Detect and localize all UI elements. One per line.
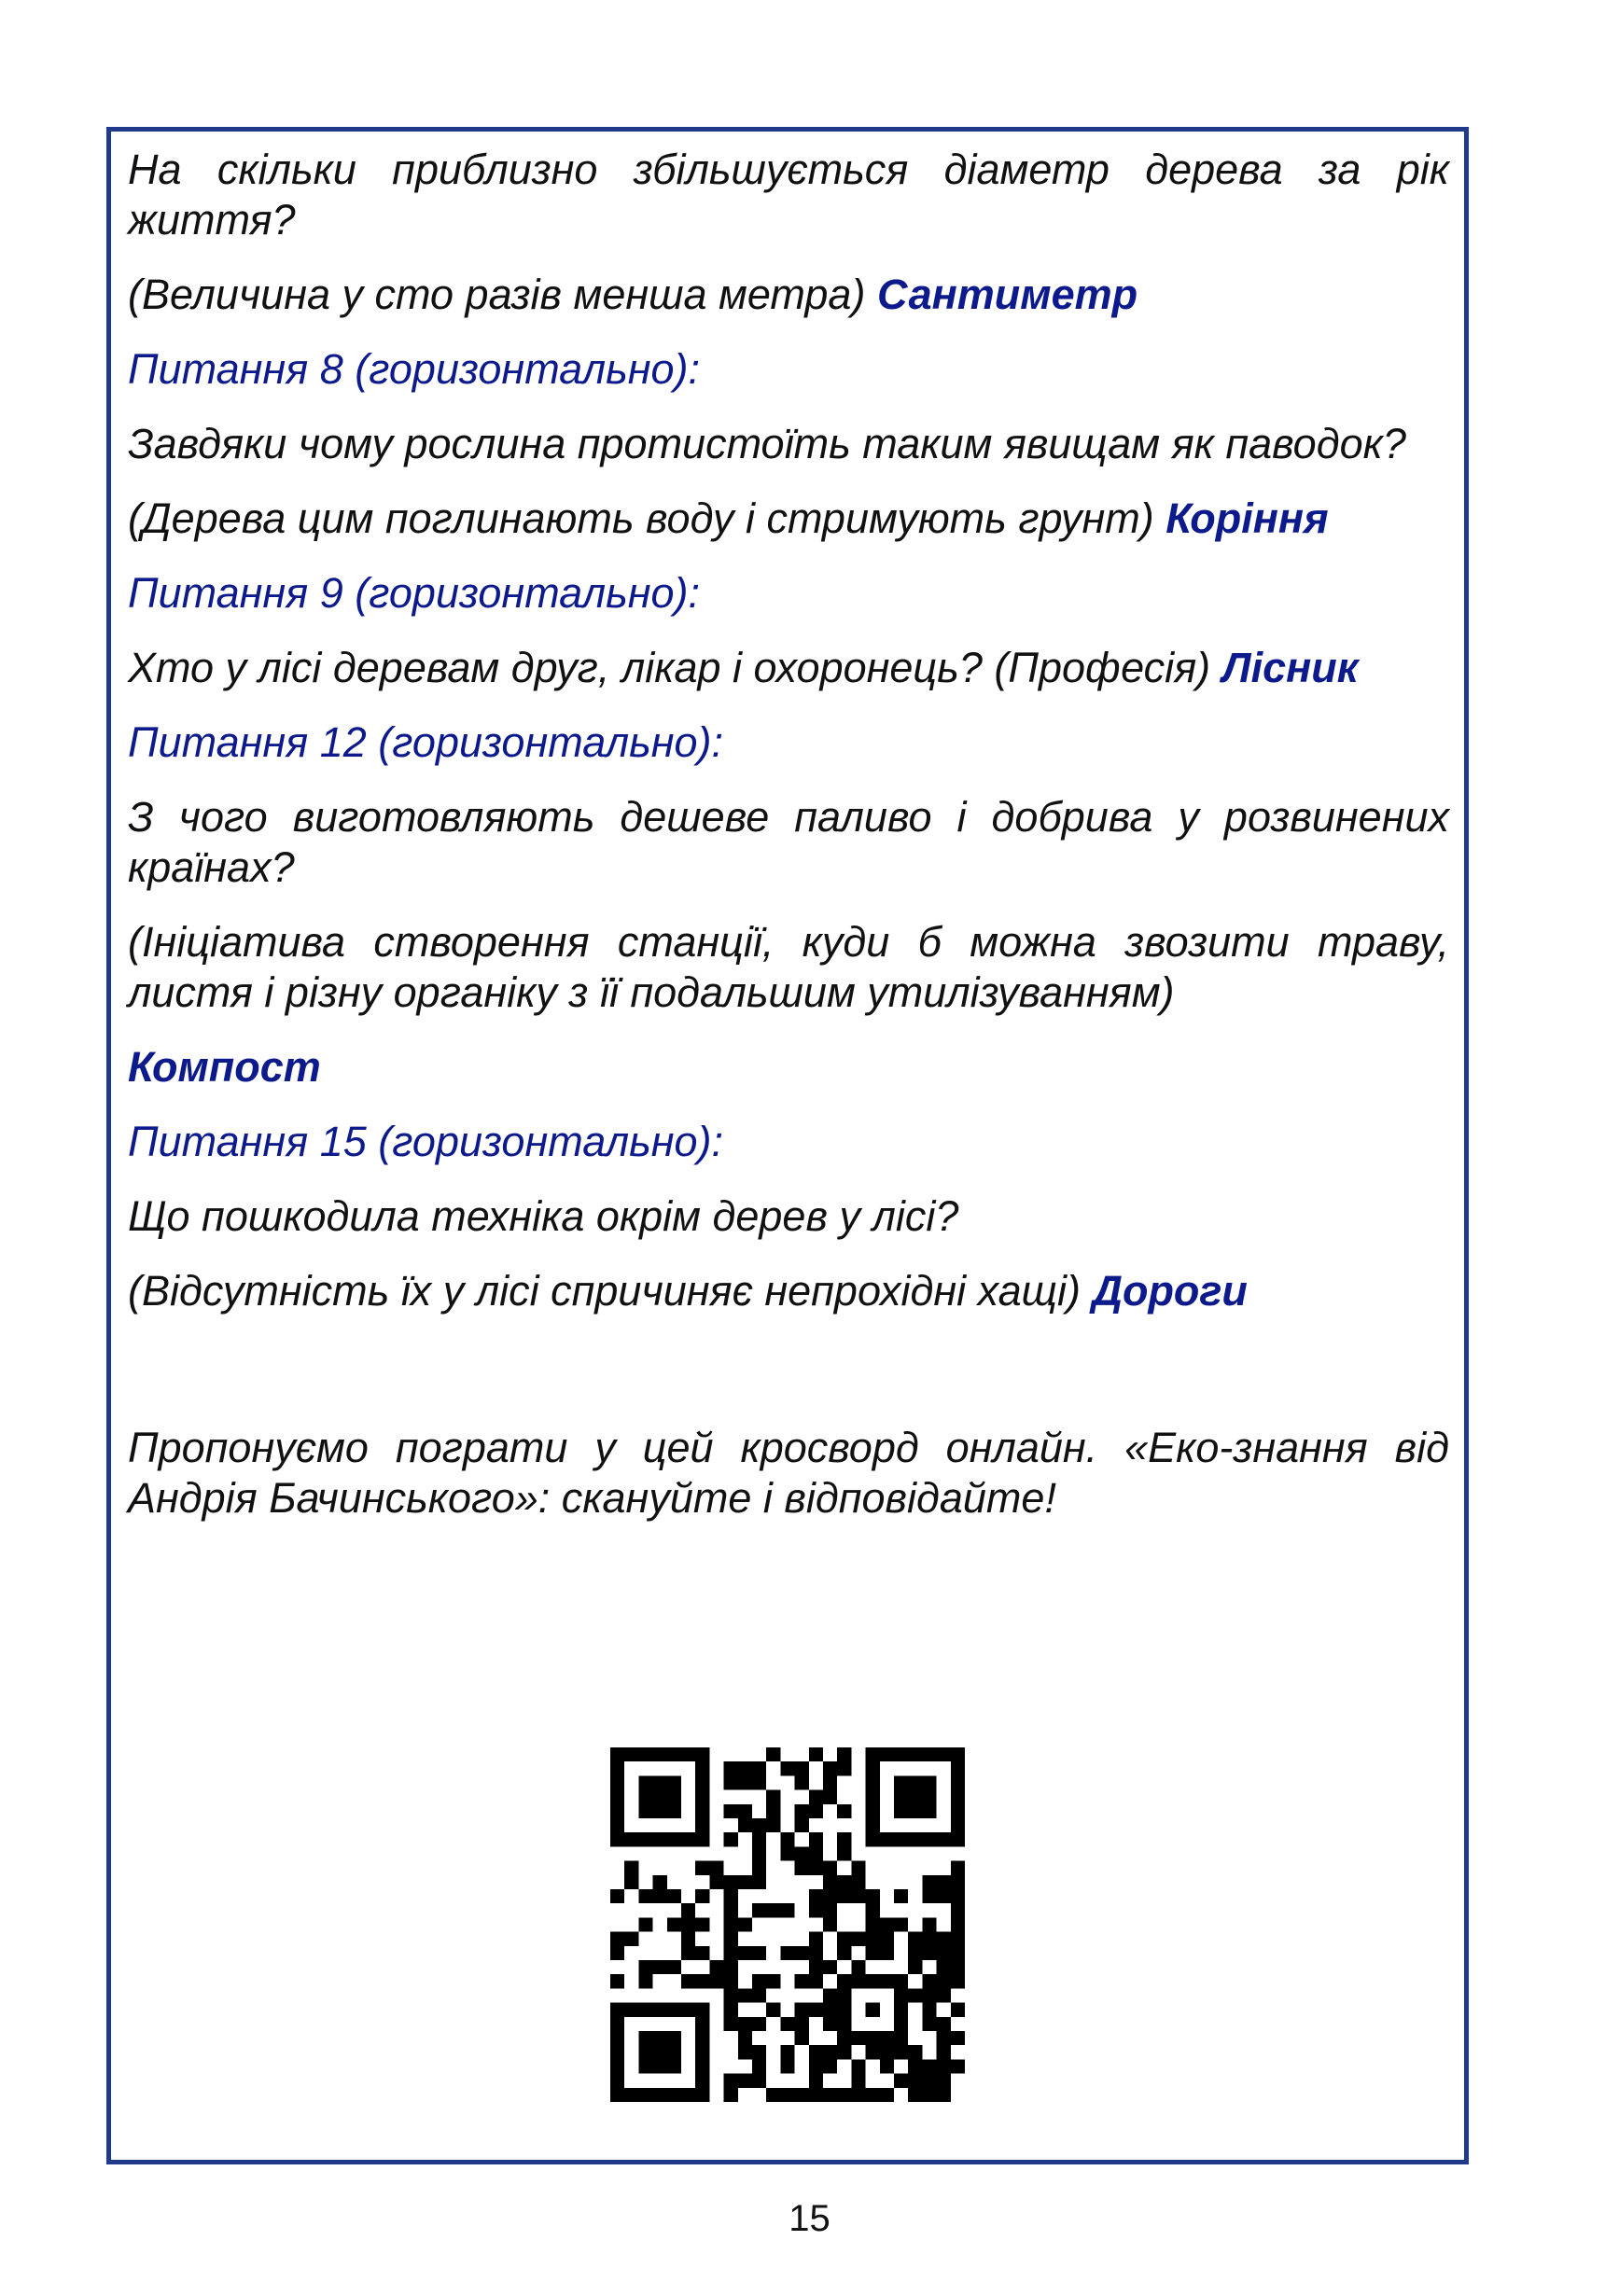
answer-word: Сантиметр [876,271,1138,318]
invitation-text: Пропонуємо пограти у цей кросворд онлайн. «Еко-знання від Андрія Бачинського»: скануйте і відповідайте! [128,1424,1449,1522]
hint-paragraph [128,270,1449,320]
hint-paragraph [128,494,1449,544]
hint-paragraph [128,643,1449,693]
answer-word: Дороги [1092,1267,1248,1315]
question-heading: Питання 9 (горизонтально): [128,569,701,617]
question-heading: Питання 12 (горизонтально): [128,718,724,766]
hint-text: (Дерева цим поглинають воду і стримують грунт) [128,494,1154,542]
question-heading: Питання 15 (горизонтально): [128,1118,724,1165]
page-number: 15 [789,2198,830,2239]
spacer [128,1341,1449,1423]
qr-code-icon [610,1747,965,2102]
hint-text: (Ініціатива створення станції, куди б можна звозити траву, листя і різну органіку з її подальшим утилізуванням) [128,918,1449,1016]
page-frame [106,127,1469,2164]
hint-paragraph [128,1266,1449,1316]
question-text: Що пошкодила техніка окрім дерев у лісі? [128,1192,959,1240]
question-text: Хто у лісі деревам друг, лікар і охоронець? (Професія) [128,644,1211,691]
question-text: На скільки приблизно збільшується діаметр дерева за рік життя? [128,146,1449,244]
answer-word: Компост [128,1043,321,1091]
question-text: З чого виготовляють дешеве паливо і добрива у розвинених країнах? [128,793,1449,891]
hint-text: (Величина у сто разів менша метра) [128,271,866,318]
document-body [128,145,1449,1548]
answer-word: Лісник [1221,644,1359,691]
question-heading: Питання 8 (горизонтально): [128,345,701,393]
question-text: Завдяки чому рослина протистоїть таким явищам як паводок? [128,420,1406,467]
hint-text: (Відсутність їх у лісі спричиняє непрохідні хащі) [128,1267,1081,1315]
answer-word: Коріння [1165,494,1329,542]
